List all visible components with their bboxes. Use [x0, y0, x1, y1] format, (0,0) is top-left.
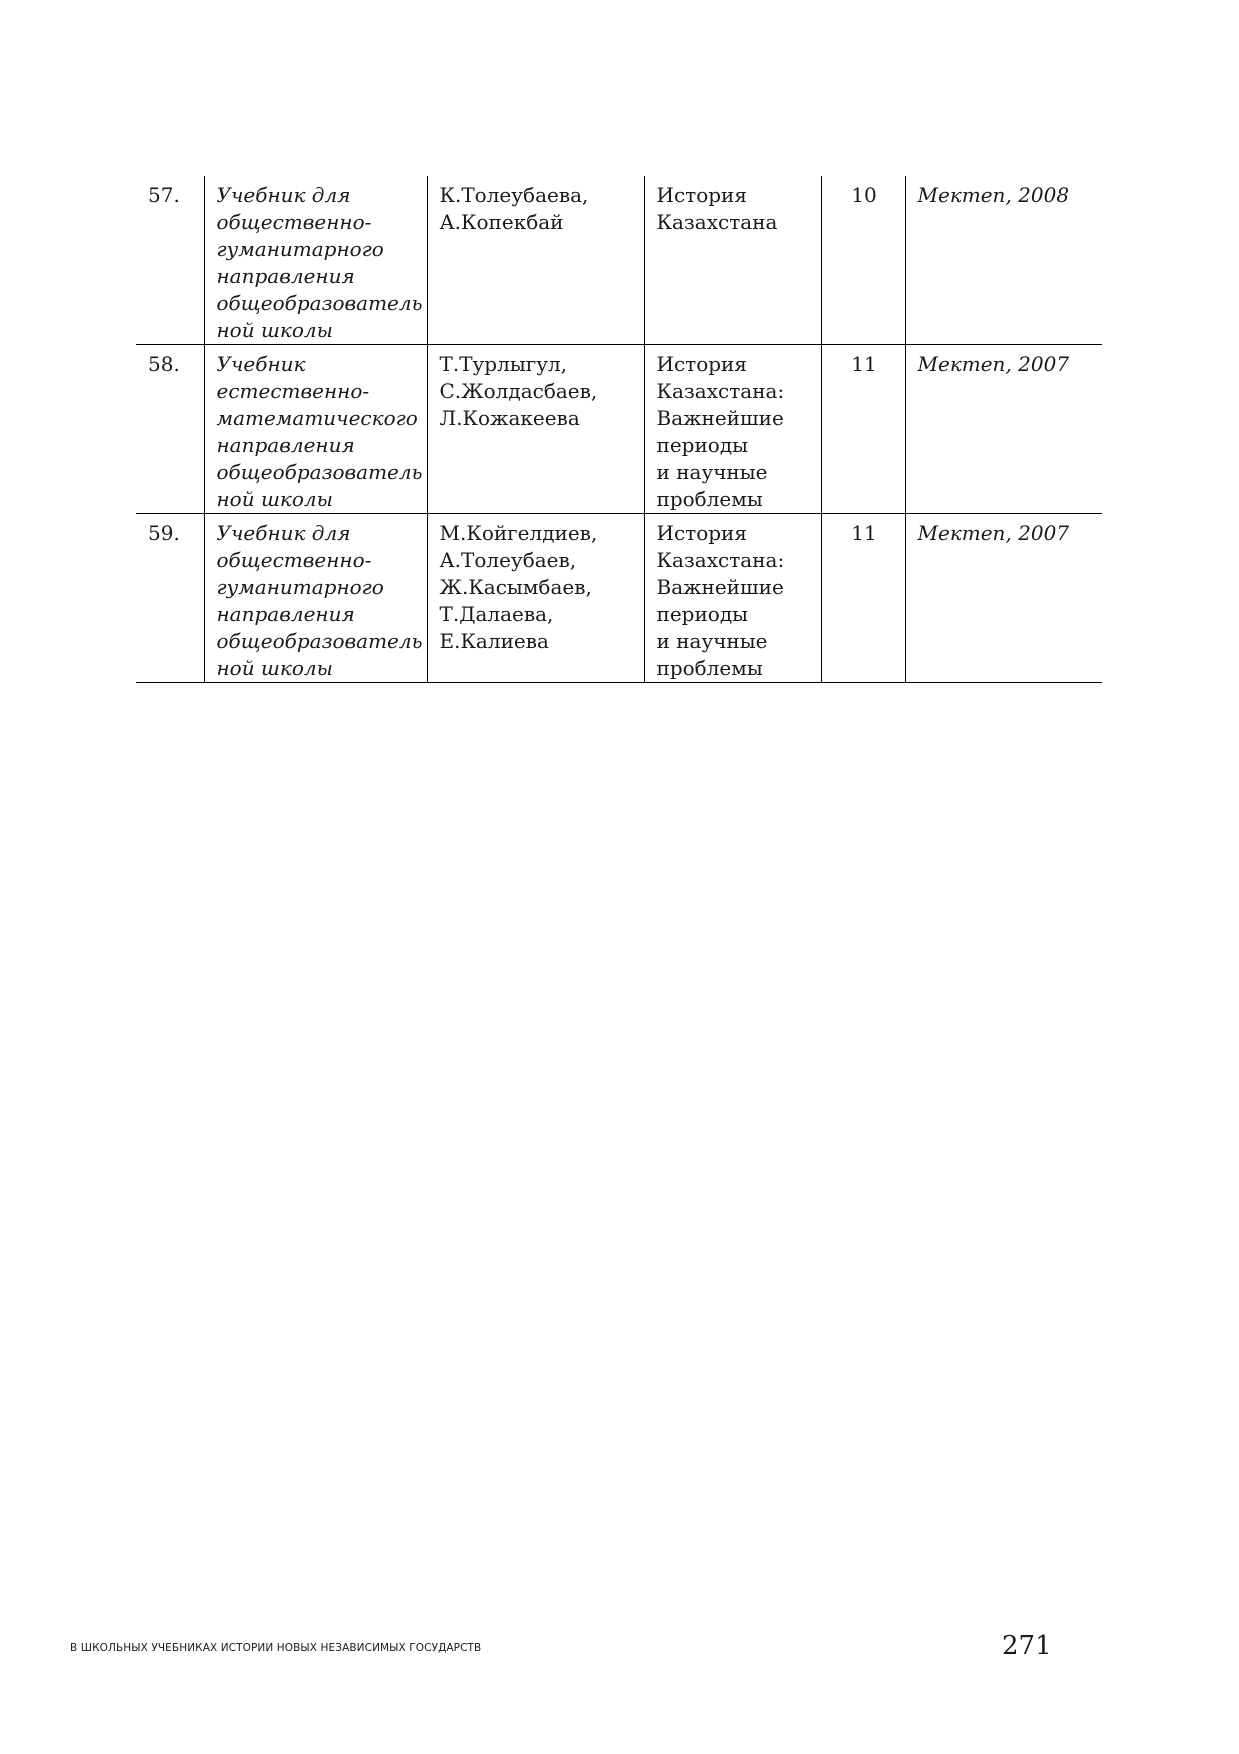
- textbook-table: [136, 176, 1102, 683]
- subject: История Казахстана: [644, 176, 821, 345]
- authors: К.Толеубаева, А.Копекбай: [427, 176, 644, 345]
- publisher: Мектеп, 2007: [905, 345, 1102, 514]
- table-row: [136, 176, 1102, 345]
- running-footer-title: В ШКОЛЬНЫХ УЧЕБНИКАХ ИСТОРИИ НОВЫХ НЕЗАВИСИМЫХ ГОСУДАРСТВ: [70, 1642, 482, 1654]
- table-row: [136, 514, 1102, 683]
- authors: Т.Турлыгул, С.Жолдасбаев, Л.Кожакеева: [427, 345, 644, 514]
- authors: М.Койгелдиев, А.Толеубаев, Ж.Касымбаев, Т.Далаева, Е.Калиева: [427, 514, 644, 683]
- table-row: [136, 345, 1102, 514]
- publisher: Мектеп, 2008: [905, 176, 1102, 345]
- row-number: 59.: [148, 521, 180, 545]
- subject: История Казахстана: Важнейшие периоды и научные проблемы: [644, 345, 821, 514]
- textbook-title: Учебник для общественно- гуманитарного направления общеобразователь ной школы: [204, 176, 427, 345]
- grade: 10: [821, 176, 905, 345]
- row-number: 57.: [148, 183, 180, 207]
- page-number: 271: [1002, 1631, 1052, 1661]
- row-number: 58.: [148, 352, 180, 376]
- grade: 11: [821, 514, 905, 683]
- publisher: Мектеп, 2007: [905, 514, 1102, 683]
- textbook-title: Учебник для общественно- гуманитарного направления общеобразователь ной школы: [204, 514, 427, 683]
- textbook-title: Учебник естественно- математического направления общеобразователь ной школы: [204, 345, 427, 514]
- grade: 11: [821, 345, 905, 514]
- subject: История Казахстана: Важнейшие периоды и научные проблемы: [644, 514, 821, 683]
